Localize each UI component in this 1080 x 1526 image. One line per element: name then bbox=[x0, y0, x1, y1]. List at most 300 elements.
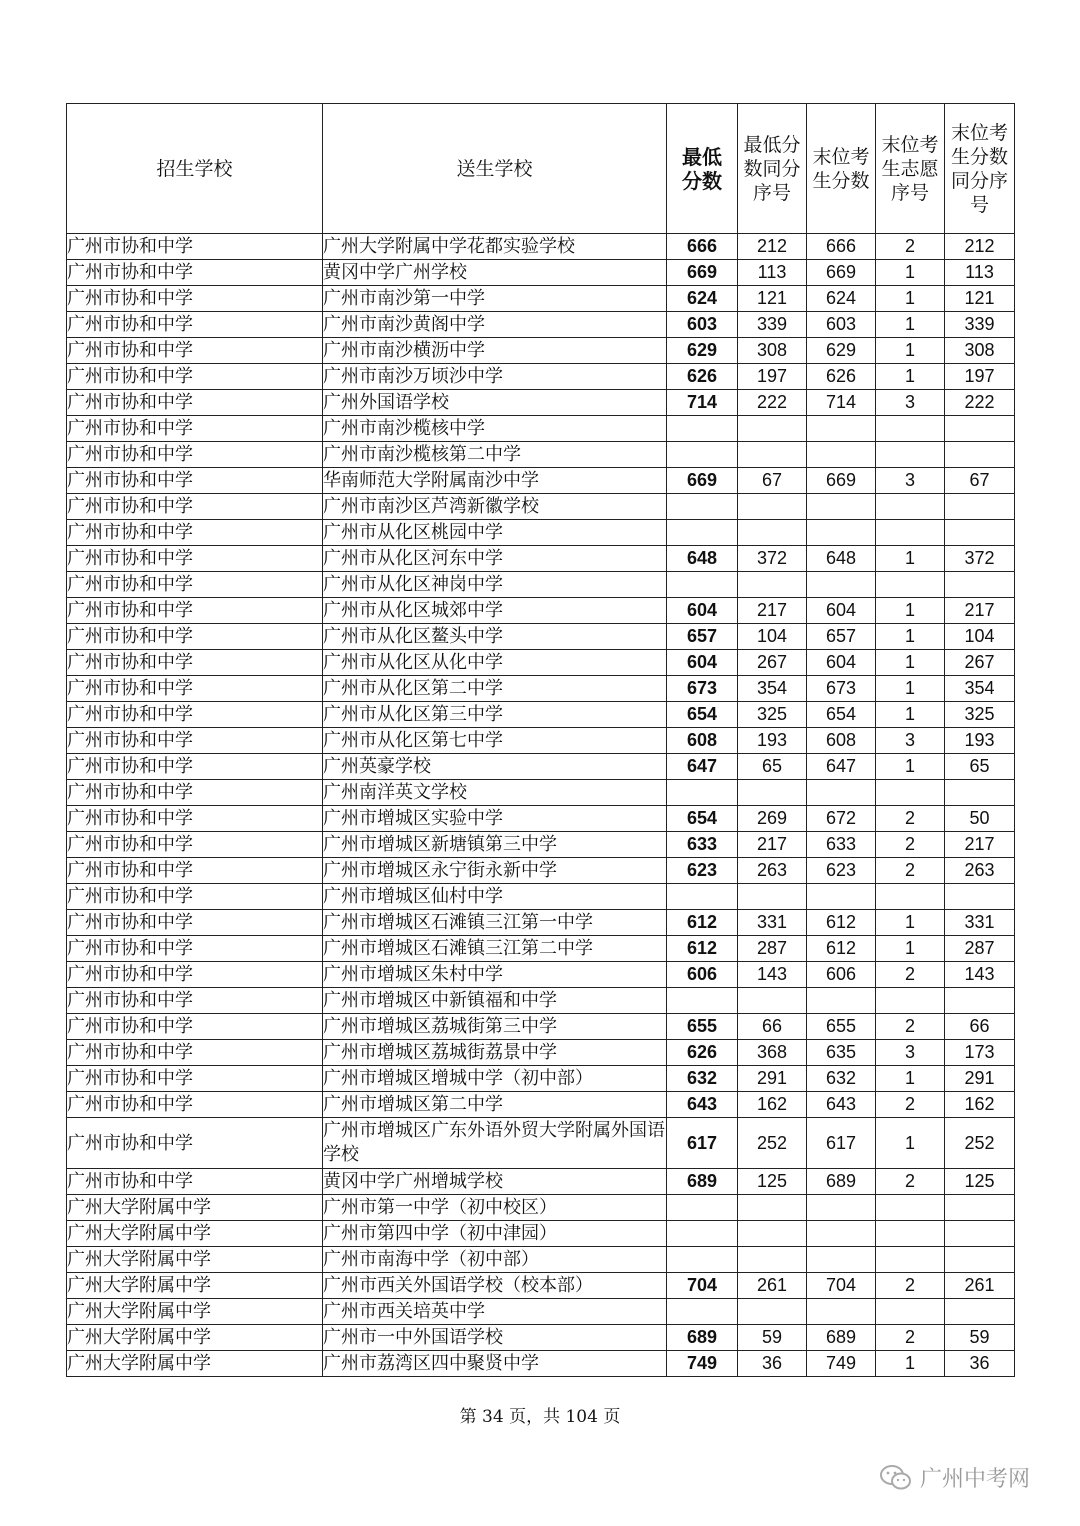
last-score-rank-cell bbox=[945, 1247, 1015, 1273]
last-score-cell bbox=[807, 1247, 876, 1273]
min-score-rank-cell: 65 bbox=[738, 754, 807, 780]
min-score-rank-cell bbox=[738, 416, 807, 442]
last-score-cell bbox=[807, 1221, 876, 1247]
min-score-cell bbox=[667, 572, 738, 598]
min-score-cell: 624 bbox=[667, 286, 738, 312]
send-school-cell: 广州市增城区石滩镇三江第一中学 bbox=[323, 910, 667, 936]
table-row bbox=[67, 702, 1015, 728]
last-score-rank-cell: 50 bbox=[945, 806, 1015, 832]
last-score-rank-cell: 121 bbox=[945, 286, 1015, 312]
last-choice-cell: 2 bbox=[876, 1092, 945, 1118]
send-school-cell: 广州市南沙黄阁中学 bbox=[323, 312, 667, 338]
last-choice-cell: 1 bbox=[876, 754, 945, 780]
min-score-rank-cell: 267 bbox=[738, 650, 807, 676]
min-score-cell bbox=[667, 1221, 738, 1247]
header-min-score-rank: 最低分数同分序号 bbox=[738, 104, 807, 234]
min-score-cell: 608 bbox=[667, 728, 738, 754]
min-score-rank-cell: 291 bbox=[738, 1066, 807, 1092]
last-score-rank-cell: 65 bbox=[945, 754, 1015, 780]
min-score-cell bbox=[667, 988, 738, 1014]
last-score-rank-cell bbox=[945, 884, 1015, 910]
min-score-rank-cell bbox=[738, 442, 807, 468]
enroll-school-cell: 广州大学附属中学 bbox=[67, 1247, 323, 1273]
wechat-icon bbox=[880, 1464, 912, 1492]
table-row bbox=[67, 1014, 1015, 1040]
table-row bbox=[67, 1351, 1015, 1377]
enroll-school-cell: 广州市协和中学 bbox=[67, 520, 323, 546]
send-school-cell: 广州市增城区永宁街永新中学 bbox=[323, 858, 667, 884]
last-score-cell: 606 bbox=[807, 962, 876, 988]
last-score-cell bbox=[807, 988, 876, 1014]
send-school-cell: 广州市南沙榄核中学 bbox=[323, 416, 667, 442]
min-score-rank-cell: 67 bbox=[738, 468, 807, 494]
enroll-school-cell: 广州大学附属中学 bbox=[67, 1195, 323, 1221]
table-row bbox=[67, 884, 1015, 910]
table-row bbox=[67, 1118, 1015, 1169]
min-score-cell bbox=[667, 442, 738, 468]
send-school-cell: 华南师范大学附属南沙中学 bbox=[323, 468, 667, 494]
last-score-cell: 669 bbox=[807, 468, 876, 494]
min-score-rank-cell: 368 bbox=[738, 1040, 807, 1066]
last-choice-cell bbox=[876, 572, 945, 598]
min-score-cell bbox=[667, 494, 738, 520]
send-school-cell: 广州市从化区从化中学 bbox=[323, 650, 667, 676]
send-school-cell: 广州市从化区第七中学 bbox=[323, 728, 667, 754]
last-score-rank-cell: 354 bbox=[945, 676, 1015, 702]
last-score-cell bbox=[807, 1299, 876, 1325]
last-choice-cell: 3 bbox=[876, 468, 945, 494]
last-choice-cell: 3 bbox=[876, 1040, 945, 1066]
last-score-rank-cell: 325 bbox=[945, 702, 1015, 728]
last-choice-cell bbox=[876, 520, 945, 546]
last-score-rank-cell bbox=[945, 988, 1015, 1014]
table-row bbox=[67, 1169, 1015, 1195]
min-score-rank-cell: 261 bbox=[738, 1273, 807, 1299]
min-score-rank-cell: 217 bbox=[738, 598, 807, 624]
last-score-rank-cell: 143 bbox=[945, 962, 1015, 988]
last-score-cell: 648 bbox=[807, 546, 876, 572]
table-row bbox=[67, 1221, 1015, 1247]
send-school-cell: 广州市西关外国语学校（校本部） bbox=[323, 1273, 667, 1299]
last-choice-cell: 2 bbox=[876, 1169, 945, 1195]
last-score-rank-cell: 372 bbox=[945, 546, 1015, 572]
min-score-rank-cell bbox=[738, 494, 807, 520]
min-score-rank-cell bbox=[738, 572, 807, 598]
last-score-rank-cell: 308 bbox=[945, 338, 1015, 364]
enroll-school-cell: 广州市协和中学 bbox=[67, 910, 323, 936]
min-score-rank-cell bbox=[738, 520, 807, 546]
min-score-rank-cell: 162 bbox=[738, 1092, 807, 1118]
send-school-cell: 广州市增城区朱村中学 bbox=[323, 962, 667, 988]
last-choice-cell bbox=[876, 1299, 945, 1325]
send-school-cell: 广州市从化区城郊中学 bbox=[323, 598, 667, 624]
min-score-cell: 654 bbox=[667, 806, 738, 832]
min-score-rank-cell: 252 bbox=[738, 1118, 807, 1169]
watermark-text: 广州中考网 bbox=[920, 1467, 1031, 1492]
send-school-cell: 广州市第四中学（初中津园） bbox=[323, 1221, 667, 1247]
table-row bbox=[67, 234, 1015, 260]
min-score-rank-cell: 197 bbox=[738, 364, 807, 390]
last-score-rank-cell bbox=[945, 572, 1015, 598]
last-score-cell bbox=[807, 884, 876, 910]
last-choice-cell: 2 bbox=[876, 858, 945, 884]
table-row bbox=[67, 598, 1015, 624]
enroll-school-cell: 广州市协和中学 bbox=[67, 234, 323, 260]
table-row bbox=[67, 260, 1015, 286]
send-school-cell: 广州市一中外国语学校 bbox=[323, 1325, 667, 1351]
min-score-cell: 623 bbox=[667, 858, 738, 884]
last-score-rank-cell bbox=[945, 1299, 1015, 1325]
enroll-school-cell: 广州市协和中学 bbox=[67, 468, 323, 494]
last-score-rank-cell: 261 bbox=[945, 1273, 1015, 1299]
last-score-rank-cell: 125 bbox=[945, 1169, 1015, 1195]
min-score-cell: 603 bbox=[667, 312, 738, 338]
last-score-cell: 623 bbox=[807, 858, 876, 884]
table-row bbox=[67, 988, 1015, 1014]
last-score-rank-cell: 67 bbox=[945, 468, 1015, 494]
min-score-cell: 689 bbox=[667, 1169, 738, 1195]
send-school-cell: 广州市增城区石滩镇三江第二中学 bbox=[323, 936, 667, 962]
table-row bbox=[67, 468, 1015, 494]
min-score-rank-cell bbox=[738, 884, 807, 910]
last-score-cell: 624 bbox=[807, 286, 876, 312]
table-row bbox=[67, 1040, 1015, 1066]
last-score-rank-cell: 217 bbox=[945, 598, 1015, 624]
send-school-cell: 广州大学附属中学花都实验学校 bbox=[323, 234, 667, 260]
min-score-rank-cell: 217 bbox=[738, 832, 807, 858]
min-score-cell: 606 bbox=[667, 962, 738, 988]
last-score-rank-cell bbox=[945, 416, 1015, 442]
min-score-cell: 643 bbox=[667, 1092, 738, 1118]
send-school-cell: 广州市从化区桃园中学 bbox=[323, 520, 667, 546]
min-score-cell bbox=[667, 1299, 738, 1325]
last-score-rank-cell: 252 bbox=[945, 1118, 1015, 1169]
header-last-score: 末位考生分数 bbox=[807, 104, 876, 234]
last-score-cell: 689 bbox=[807, 1169, 876, 1195]
last-choice-cell: 2 bbox=[876, 832, 945, 858]
min-score-cell: 749 bbox=[667, 1351, 738, 1377]
last-score-rank-cell bbox=[945, 442, 1015, 468]
send-school-cell: 广州市南沙万顷沙中学 bbox=[323, 364, 667, 390]
send-school-cell: 广州市西关培英中学 bbox=[323, 1299, 667, 1325]
last-score-cell: 604 bbox=[807, 598, 876, 624]
table-row bbox=[67, 364, 1015, 390]
last-score-cell: 657 bbox=[807, 624, 876, 650]
table-row bbox=[67, 1273, 1015, 1299]
enroll-school-cell: 广州市协和中学 bbox=[67, 624, 323, 650]
last-score-rank-cell bbox=[945, 520, 1015, 546]
table-row bbox=[67, 1195, 1015, 1221]
min-score-cell: 617 bbox=[667, 1118, 738, 1169]
last-score-rank-cell: 339 bbox=[945, 312, 1015, 338]
last-choice-cell: 2 bbox=[876, 806, 945, 832]
send-school-cell: 广州市增城区荔城街荔景中学 bbox=[323, 1040, 667, 1066]
last-score-cell: 612 bbox=[807, 936, 876, 962]
admission-table bbox=[66, 103, 1015, 1377]
min-score-rank-cell: 263 bbox=[738, 858, 807, 884]
last-choice-cell: 1 bbox=[876, 260, 945, 286]
table-row bbox=[67, 546, 1015, 572]
last-choice-cell: 1 bbox=[876, 286, 945, 312]
enroll-school-cell: 广州市协和中学 bbox=[67, 312, 323, 338]
table-header-row bbox=[67, 104, 1015, 234]
last-score-rank-cell bbox=[945, 1221, 1015, 1247]
last-score-cell: 633 bbox=[807, 832, 876, 858]
enroll-school-cell: 广州市协和中学 bbox=[67, 338, 323, 364]
send-school-cell: 广州市增城区第二中学 bbox=[323, 1092, 667, 1118]
last-choice-cell bbox=[876, 1221, 945, 1247]
min-score-rank-cell: 104 bbox=[738, 624, 807, 650]
min-score-rank-cell bbox=[738, 1195, 807, 1221]
last-score-cell bbox=[807, 780, 876, 806]
send-school-cell: 广州市南海中学（初中部） bbox=[323, 1247, 667, 1273]
enroll-school-cell: 广州市协和中学 bbox=[67, 1066, 323, 1092]
send-school-cell: 广州市增城区广东外语外贸大学附属外国语学校 bbox=[323, 1118, 667, 1169]
last-choice-cell: 2 bbox=[876, 1014, 945, 1040]
last-choice-cell: 1 bbox=[876, 650, 945, 676]
enroll-school-cell: 广州大学附属中学 bbox=[67, 1325, 323, 1351]
last-score-rank-cell: 291 bbox=[945, 1066, 1015, 1092]
table-row bbox=[67, 520, 1015, 546]
min-score-cell bbox=[667, 1195, 738, 1221]
last-choice-cell: 1 bbox=[876, 338, 945, 364]
enroll-school-cell: 广州市协和中学 bbox=[67, 416, 323, 442]
send-school-cell: 广州市荔湾区四中聚贤中学 bbox=[323, 1351, 667, 1377]
table-row bbox=[67, 650, 1015, 676]
send-school-cell: 黄冈中学广州学校 bbox=[323, 260, 667, 286]
last-choice-cell bbox=[876, 780, 945, 806]
min-score-rank-cell bbox=[738, 780, 807, 806]
enroll-school-cell: 广州市协和中学 bbox=[67, 572, 323, 598]
last-score-rank-cell: 66 bbox=[945, 1014, 1015, 1040]
last-score-rank-cell: 331 bbox=[945, 910, 1015, 936]
send-school-cell: 广州市增城区增城中学（初中部） bbox=[323, 1066, 667, 1092]
min-score-cell: 673 bbox=[667, 676, 738, 702]
min-score-rank-cell: 372 bbox=[738, 546, 807, 572]
last-score-cell bbox=[807, 416, 876, 442]
min-score-rank-cell bbox=[738, 988, 807, 1014]
header-last-choice: 末位考生志愿序号 bbox=[876, 104, 945, 234]
min-score-rank-cell: 113 bbox=[738, 260, 807, 286]
enroll-school-cell: 广州市协和中学 bbox=[67, 1014, 323, 1040]
min-score-rank-cell: 193 bbox=[738, 728, 807, 754]
min-score-rank-cell: 325 bbox=[738, 702, 807, 728]
min-score-rank-cell: 222 bbox=[738, 390, 807, 416]
last-score-rank-cell: 193 bbox=[945, 728, 1015, 754]
min-score-cell bbox=[667, 884, 738, 910]
send-school-cell: 广州市南沙区芦湾新徽学校 bbox=[323, 494, 667, 520]
last-score-rank-cell: 173 bbox=[945, 1040, 1015, 1066]
last-score-cell bbox=[807, 520, 876, 546]
send-school-cell: 广州英豪学校 bbox=[323, 754, 667, 780]
last-score-cell: 655 bbox=[807, 1014, 876, 1040]
table-row bbox=[67, 806, 1015, 832]
last-choice-cell: 1 bbox=[876, 1066, 945, 1092]
enroll-school-cell: 广州市协和中学 bbox=[67, 754, 323, 780]
min-score-cell: 632 bbox=[667, 1066, 738, 1092]
last-score-cell bbox=[807, 442, 876, 468]
page-number: 第 34 页，共 104 页 bbox=[459, 1407, 621, 1427]
watermark bbox=[880, 1462, 1030, 1493]
last-score-rank-cell: 212 bbox=[945, 234, 1015, 260]
send-school-cell: 广州市增城区荔城街第三中学 bbox=[323, 1014, 667, 1040]
enroll-school-cell: 广州市协和中学 bbox=[67, 676, 323, 702]
last-score-cell: 714 bbox=[807, 390, 876, 416]
header-enroll-school: 招生学校 bbox=[67, 104, 323, 234]
last-choice-cell: 1 bbox=[876, 624, 945, 650]
last-score-rank-cell: 36 bbox=[945, 1351, 1015, 1377]
enroll-school-cell: 广州市协和中学 bbox=[67, 1169, 323, 1195]
min-score-cell: 612 bbox=[667, 936, 738, 962]
last-score-rank-cell: 263 bbox=[945, 858, 1015, 884]
send-school-cell: 广州市从化区鳌头中学 bbox=[323, 624, 667, 650]
min-score-cell: 629 bbox=[667, 338, 738, 364]
min-score-cell bbox=[667, 520, 738, 546]
last-choice-cell: 2 bbox=[876, 962, 945, 988]
enroll-school-cell: 广州市协和中学 bbox=[67, 832, 323, 858]
last-choice-cell: 2 bbox=[876, 1325, 945, 1351]
last-choice-cell: 1 bbox=[876, 598, 945, 624]
min-score-cell: 648 bbox=[667, 546, 738, 572]
min-score-rank-cell: 287 bbox=[738, 936, 807, 962]
last-choice-cell bbox=[876, 442, 945, 468]
last-choice-cell: 1 bbox=[876, 312, 945, 338]
send-school-cell: 广州市增城区仙村中学 bbox=[323, 884, 667, 910]
last-score-cell: 704 bbox=[807, 1273, 876, 1299]
min-score-rank-cell: 354 bbox=[738, 676, 807, 702]
last-score-cell: 626 bbox=[807, 364, 876, 390]
enroll-school-cell: 广州市协和中学 bbox=[67, 780, 323, 806]
min-score-rank-cell: 36 bbox=[738, 1351, 807, 1377]
last-score-rank-cell: 267 bbox=[945, 650, 1015, 676]
last-score-rank-cell bbox=[945, 1195, 1015, 1221]
table-row bbox=[67, 1247, 1015, 1273]
table-row bbox=[67, 962, 1015, 988]
min-score-cell: 647 bbox=[667, 754, 738, 780]
last-score-rank-cell: 287 bbox=[945, 936, 1015, 962]
send-school-cell: 广州南洋英文学校 bbox=[323, 780, 667, 806]
last-score-cell: 689 bbox=[807, 1325, 876, 1351]
send-school-cell: 黄冈中学广州增城学校 bbox=[323, 1169, 667, 1195]
min-score-rank-cell: 121 bbox=[738, 286, 807, 312]
enroll-school-cell: 广州市协和中学 bbox=[67, 858, 323, 884]
min-score-rank-cell: 308 bbox=[738, 338, 807, 364]
enroll-school-cell: 广州市协和中学 bbox=[67, 988, 323, 1014]
table-row bbox=[67, 936, 1015, 962]
enroll-school-cell: 广州市协和中学 bbox=[67, 884, 323, 910]
last-score-cell: 603 bbox=[807, 312, 876, 338]
last-score-rank-cell: 162 bbox=[945, 1092, 1015, 1118]
last-score-cell: 635 bbox=[807, 1040, 876, 1066]
last-choice-cell: 3 bbox=[876, 728, 945, 754]
min-score-cell: 704 bbox=[667, 1273, 738, 1299]
table-row bbox=[67, 572, 1015, 598]
min-score-rank-cell: 143 bbox=[738, 962, 807, 988]
min-score-rank-cell bbox=[738, 1299, 807, 1325]
table-row bbox=[67, 1325, 1015, 1351]
last-score-cell: 673 bbox=[807, 676, 876, 702]
table-row bbox=[67, 910, 1015, 936]
send-school-cell: 广州市从化区神岗中学 bbox=[323, 572, 667, 598]
last-score-cell bbox=[807, 1195, 876, 1221]
last-score-cell: 749 bbox=[807, 1351, 876, 1377]
last-score-rank-cell: 104 bbox=[945, 624, 1015, 650]
min-score-cell: 714 bbox=[667, 390, 738, 416]
enroll-school-cell: 广州市协和中学 bbox=[67, 1118, 323, 1169]
last-score-cell: 669 bbox=[807, 260, 876, 286]
enroll-school-cell: 广州市协和中学 bbox=[67, 806, 323, 832]
enroll-school-cell: 广州市协和中学 bbox=[67, 364, 323, 390]
last-choice-cell bbox=[876, 416, 945, 442]
last-choice-cell: 1 bbox=[876, 936, 945, 962]
min-score-cell: 626 bbox=[667, 1040, 738, 1066]
min-score-rank-cell: 125 bbox=[738, 1169, 807, 1195]
table-row bbox=[67, 780, 1015, 806]
table-row bbox=[67, 390, 1015, 416]
enroll-school-cell: 广州市协和中学 bbox=[67, 494, 323, 520]
last-score-cell: 629 bbox=[807, 338, 876, 364]
min-score-rank-cell: 59 bbox=[738, 1325, 807, 1351]
last-choice-cell bbox=[876, 494, 945, 520]
min-score-rank-cell: 212 bbox=[738, 234, 807, 260]
enroll-school-cell: 广州市协和中学 bbox=[67, 728, 323, 754]
last-choice-cell: 1 bbox=[876, 702, 945, 728]
last-choice-cell: 1 bbox=[876, 910, 945, 936]
last-score-cell: 632 bbox=[807, 1066, 876, 1092]
last-score-cell: 647 bbox=[807, 754, 876, 780]
min-score-rank-cell: 331 bbox=[738, 910, 807, 936]
table-row bbox=[67, 1299, 1015, 1325]
enroll-school-cell: 广州大学附属中学 bbox=[67, 1273, 323, 1299]
table-row bbox=[67, 1092, 1015, 1118]
send-school-cell: 广州市南沙横沥中学 bbox=[323, 338, 667, 364]
last-score-cell: 617 bbox=[807, 1118, 876, 1169]
table-row bbox=[67, 754, 1015, 780]
min-score-rank-cell: 269 bbox=[738, 806, 807, 832]
min-score-cell: 689 bbox=[667, 1325, 738, 1351]
enroll-school-cell: 广州市协和中学 bbox=[67, 442, 323, 468]
last-score-cell: 672 bbox=[807, 806, 876, 832]
enroll-school-cell: 广州大学附属中学 bbox=[67, 1299, 323, 1325]
table-row bbox=[67, 1066, 1015, 1092]
min-score-cell: 654 bbox=[667, 702, 738, 728]
enroll-school-cell: 广州大学附属中学 bbox=[67, 1221, 323, 1247]
last-choice-cell: 2 bbox=[876, 234, 945, 260]
last-score-cell: 612 bbox=[807, 910, 876, 936]
last-score-cell bbox=[807, 494, 876, 520]
enroll-school-cell: 广州市协和中学 bbox=[67, 1040, 323, 1066]
send-school-cell: 广州市从化区河东中学 bbox=[323, 546, 667, 572]
send-school-cell: 广州市南沙榄核第二中学 bbox=[323, 442, 667, 468]
min-score-cell: 669 bbox=[667, 260, 738, 286]
min-score-cell bbox=[667, 1247, 738, 1273]
send-school-cell: 广州市增城区新塘镇第三中学 bbox=[323, 832, 667, 858]
header-min-score: 最低分数 bbox=[667, 104, 738, 234]
table-row bbox=[67, 624, 1015, 650]
last-score-rank-cell bbox=[945, 780, 1015, 806]
min-score-cell: 604 bbox=[667, 650, 738, 676]
min-score-cell: 655 bbox=[667, 1014, 738, 1040]
send-school-cell: 广州市南沙第一中学 bbox=[323, 286, 667, 312]
last-score-rank-cell: 113 bbox=[945, 260, 1015, 286]
enroll-school-cell: 广州市协和中学 bbox=[67, 390, 323, 416]
enroll-school-cell: 广州大学附属中学 bbox=[67, 1351, 323, 1377]
send-school-cell: 广州市从化区第三中学 bbox=[323, 702, 667, 728]
min-score-cell bbox=[667, 780, 738, 806]
table-row bbox=[67, 338, 1015, 364]
last-choice-cell bbox=[876, 884, 945, 910]
min-score-cell: 657 bbox=[667, 624, 738, 650]
